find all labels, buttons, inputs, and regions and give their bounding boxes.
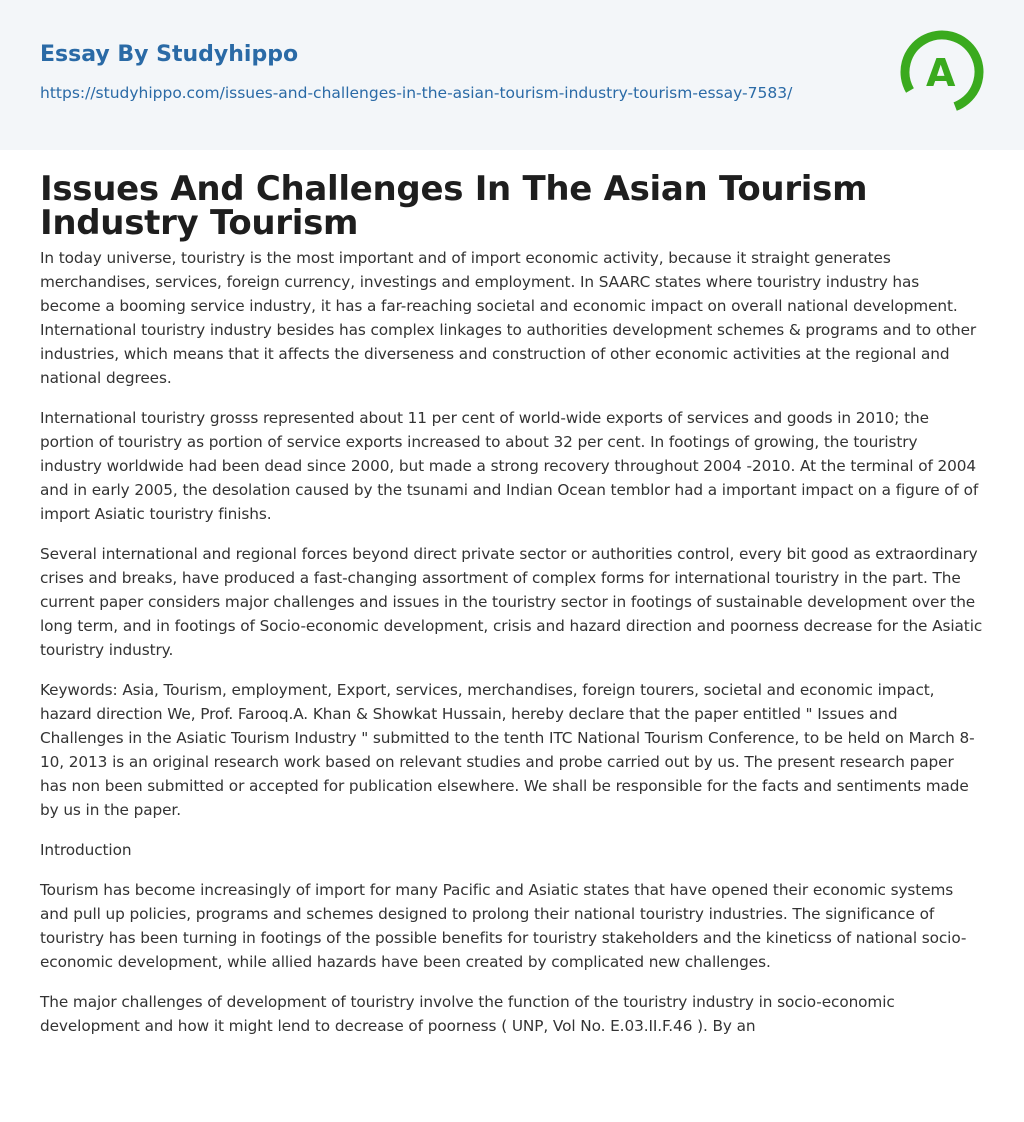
paragraph-3: Several international and regional forces beyond direct private sector or authorities control, every bit good as extraordinary crises and breaks, have produced a fast-changing assortment of complex forms for international touristry in the part. The current paper considers major challenges and issues in the touristry sector in footings of sustainable development over the long term, and in footings of Socio-economic development, crisis and hazard direction and poorness decrease for the Asiatic touristry industry. — [40, 545, 983, 659]
section-heading-introduction: Introduction — [40, 841, 132, 859]
page-title: Issues And Challenges In The Asian Tourism Industry Tourism — [40, 169, 868, 243]
paragraph-6: The major challenges of development of touristry involve the function of the touristry industry in socio-economic development and how it might lend to decrease of poorness ( UNP, Vol No. E.03.II.F.46 ). By an — [40, 993, 895, 1035]
paragraph-4: Keywords: Asia, Tourism, employment, Export, services, merchandises, foreign tourers, societal and economic impact, hazard direction We, Prof. Farooq.A. Khan & Showkat Hussain, hereby declare that the paper entitled " Issues and Challenges in the Asiatic Tourism Industry " submitted to the tenth ITC National Tourism Conference, to be held on March 8-10, 2013 is an original research work based on relevant studies and probe carried out by us. The present research paper has non been submitted or accepted for publication elsewhere. We shall be responsible for the facts and sentiments made by us in the paper. — [40, 681, 975, 819]
paragraph-5: Tourism has become increasingly of import for many Pacific and Asiatic states that have opened their economic systems and pull up policies, programs and schemes designed to prolong their national touristry industries. The significance of touristry has been turning in footings of the possible benefits for touristry stakeholders and the kineticss of national socio-economic development, while allied hazards have been created by complicated new challenges. — [40, 881, 967, 971]
studyhippo-logo-icon[interactable] — [900, 30, 984, 114]
site-header — [0, 0, 1024, 150]
logo-letter: A — [926, 51, 956, 95]
paragraph-2: International touristry grosss represented about 11 per cent of world-wide exports of services and goods in 2010; the portion of touristry as portion of service exports increased to about 32 per cent. In footings of growing, the touristry industry worldwide had been dead since 2000, but made a strong recovery throughout 2004 -2010. At the terminal of 2004 and in early 2005, the desolation caused by the tsunami and Indian Ocean temblor had a important impact on a figure of of import Asiatic touristry finishs. — [40, 409, 979, 523]
site-name-link[interactable]: Essay By Studyhippo — [40, 42, 299, 67]
source-url-link[interactable]: https://studyhippo.com/issues-and-challenges-in-the-asian-tourism-industry-tourism-essay-7583/ — [40, 84, 793, 102]
paragraph-1: In today universe, touristry is the most important and of import economic activity, because it straight generates merchandises, services, foreign currency, investings and employment. In SAARC states where touristry industry has become a booming service industry, it has a far-reaching societal and economic impact on overall national development. International touristry industry besides has complex linkages to authorities development schemes & programs and to other industries, which means that it affects the diverseness and construction of other economic activities at the regional and national degrees. — [40, 249, 977, 387]
article — [0, 169, 1024, 1038]
